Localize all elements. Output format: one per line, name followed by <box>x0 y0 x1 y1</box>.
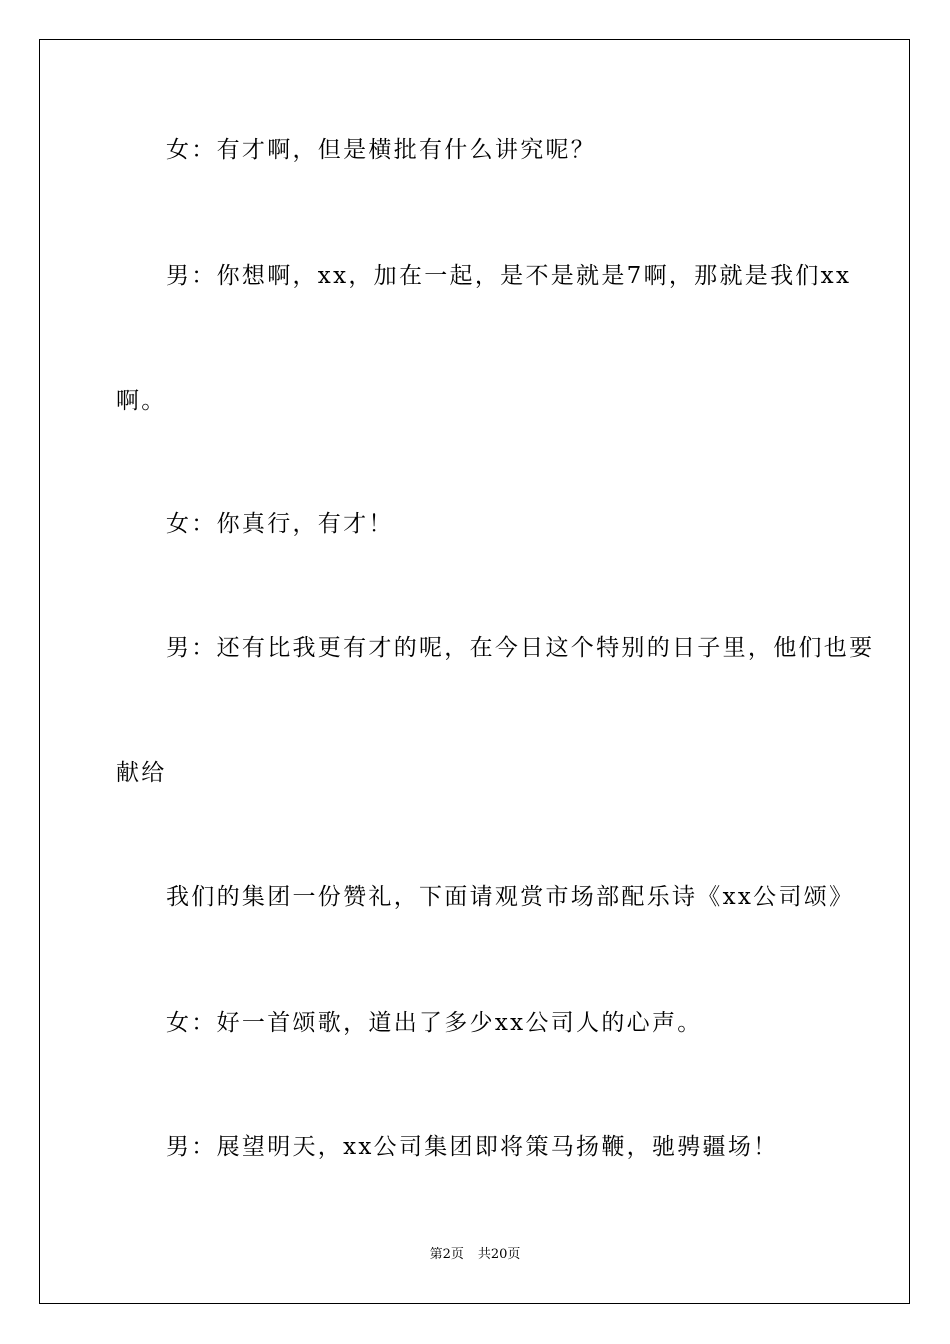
paragraph: 男：你想啊，xx，加在一起，是不是就是7啊，那就是我们xx <box>166 263 852 289</box>
paragraph: 女：有才啊，但是横批有什么讲究呢？ <box>166 137 597 163</box>
page-total: 共20页 <box>477 1247 521 1262</box>
paragraph: 啊。 <box>116 388 167 414</box>
paragraph: 女：好一首颂歌，道出了多少xx公司人的心声。 <box>166 1010 703 1036</box>
paragraph: 我们的集团一份赞礼，下面请观赏市场部配乐诗《xx公司颂》 <box>166 884 855 910</box>
page-border <box>39 39 910 1304</box>
paragraph: 男：还有比我更有才的呢，在今日这个特别的日子里，他们也要 <box>166 635 875 661</box>
paragraph: 献给 <box>116 760 167 786</box>
paragraph: 男：展望明天，xx公司集团即将策马扬鞭，驰骋疆场！ <box>166 1134 779 1160</box>
page-footer <box>0 1247 950 1263</box>
paragraph: 女：你真行，有才！ <box>166 511 394 537</box>
page-number: 第2页 <box>429 1247 464 1262</box>
